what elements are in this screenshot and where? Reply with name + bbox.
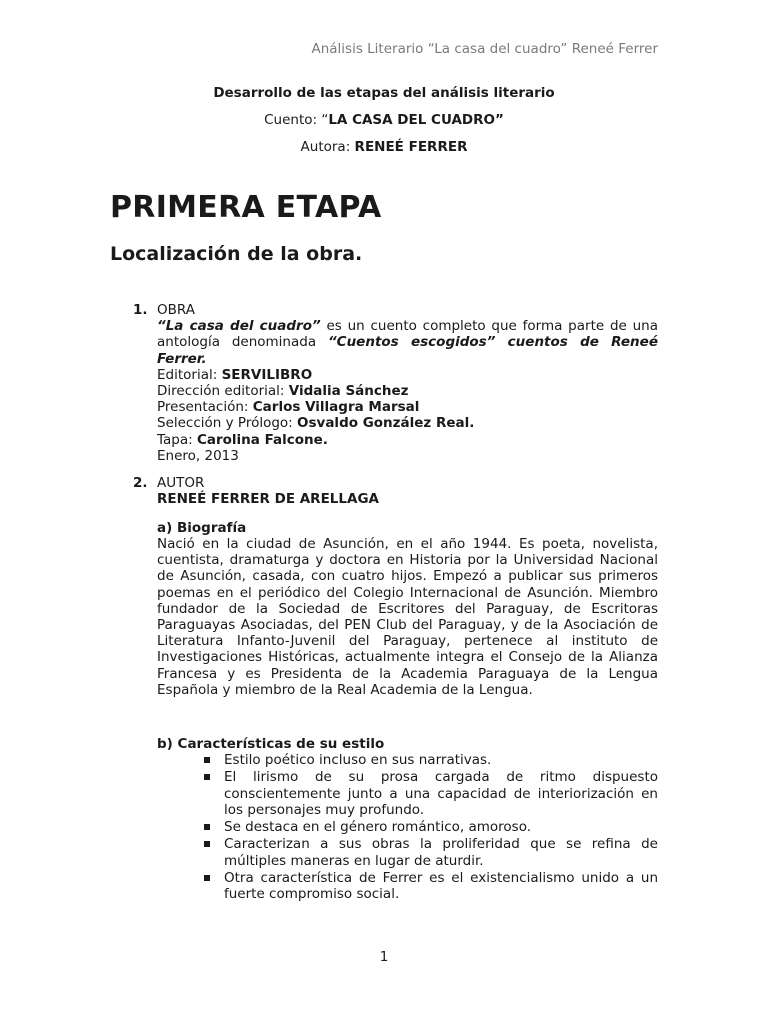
document-heading: Desarrollo de las etapas del análisis literario <box>213 85 555 101</box>
field-editorial <box>157 367 658 383</box>
bullet-icon <box>204 841 210 847</box>
author-name: RENEÉ FERRER <box>354 139 468 155</box>
field-value: Carolina Falcone. <box>196 431 328 448</box>
running-header: Análisis Literario “La casa del cuadro” Reneé Ferrer <box>311 41 658 57</box>
story-title: LA CASA DEL CUADRO” <box>328 112 504 128</box>
field-label: Selección y Prólogo: <box>157 415 298 432</box>
list-item <box>203 819 658 836</box>
field-value: SERVILIBRO <box>221 366 313 383</box>
field-value: Osvaldo González Real. <box>297 415 475 432</box>
biography-heading: a) Biografía <box>157 520 247 536</box>
list-item-text: Se destaca en el género romántico, amoroso. <box>224 819 532 836</box>
section-1-number: 1. <box>133 302 148 318</box>
field-label: Presentación: <box>157 399 253 416</box>
stage-title: PRIMERA ETAPA <box>110 190 382 225</box>
author-full-name: RENEÉ FERRER DE ARELLAGA <box>157 491 379 508</box>
field-value: Vidalia Sánchez <box>288 383 409 400</box>
section-2-title: AUTOR <box>157 475 205 491</box>
author-line <box>0 139 768 155</box>
biography-text: Nació en la ciudad de Asunción, en el año 1944. Es poeta, novelista, cuentista, dramaturga y doctora en Historia por la Universidad Nacional de Asunción, casada, con cuatro hijos. Empezó a publicar sus primeros poemas en el periódico del Colegio Internacional de Asunción. Miembro fundador de la Sociedad de Escritores del Paraguay, de Escritoras Paraguayas Asociadas, del PEN Club del Paraguay, y de la Asociación de Literatura Infanto-Juvenil del Paraguay, pertenece al instituto de Investigaciones Históricas, actualmente integra el Consejo de la Alianza Francesa y es Presidenta de la Academia Paraguaya de la Lengua Española y miembro de la Real Academia de la Lengua. <box>157 536 658 698</box>
work-description-text: es un cuento completo que forma parte de una antología denominada <box>157 318 658 351</box>
publication-date: Enero, 2013 <box>157 447 239 464</box>
style-list <box>203 752 658 903</box>
list-item-text: Estilo poético incluso en sus narrativas. <box>224 752 492 768</box>
section-1-title: OBRA <box>157 302 195 318</box>
work-description <box>157 318 658 367</box>
bullet-icon <box>204 875 210 881</box>
bullet-icon <box>204 774 210 780</box>
field-label: Tapa: <box>157 431 197 448</box>
list-item <box>203 769 658 819</box>
field-selection-prologue <box>157 415 658 431</box>
field-value: Carlos Villagra Marsal <box>252 399 420 416</box>
field-cover <box>157 432 658 448</box>
story-label: Cuento: “ <box>264 112 329 128</box>
field-presentation <box>157 399 658 415</box>
author-label: Autora: <box>300 139 355 155</box>
style-heading: b) Características de su estilo <box>157 736 385 752</box>
bullet-icon <box>204 824 210 830</box>
section-2-number: 2. <box>133 475 148 491</box>
field-label: Dirección editorial: <box>157 383 289 400</box>
page-number: 1 <box>379 949 389 965</box>
section-2 <box>157 475 658 507</box>
list-item <box>203 752 658 769</box>
list-item <box>203 870 658 904</box>
work-title: “La casa del cuadro” <box>157 318 321 335</box>
list-item-text: El lirismo de su prosa cargada de ritmo dispuesto conscientemente junto a una capacidad de interiorización en los personajes muy profundo. <box>224 768 658 819</box>
list-item-text: Otra característica de Ferrer es el existencialismo unido a un fuerte compromiso social. <box>224 869 658 903</box>
list-item <box>203 836 658 870</box>
story-line <box>0 112 768 128</box>
field-editorial-director <box>157 383 658 399</box>
field-label: Editorial: <box>157 366 222 383</box>
stage-subtitle: Localización de la obra. <box>110 243 363 265</box>
anthology-title: “Cuentos escogidos” cuentos de Reneé Ferrer. <box>157 334 658 367</box>
list-item-text: Caracterizan a sus obras la proliferidad que se refina de múltiples maneras en lugar de aturdir. <box>224 835 658 869</box>
bullet-icon <box>204 757 210 763</box>
section-1 <box>157 302 658 464</box>
